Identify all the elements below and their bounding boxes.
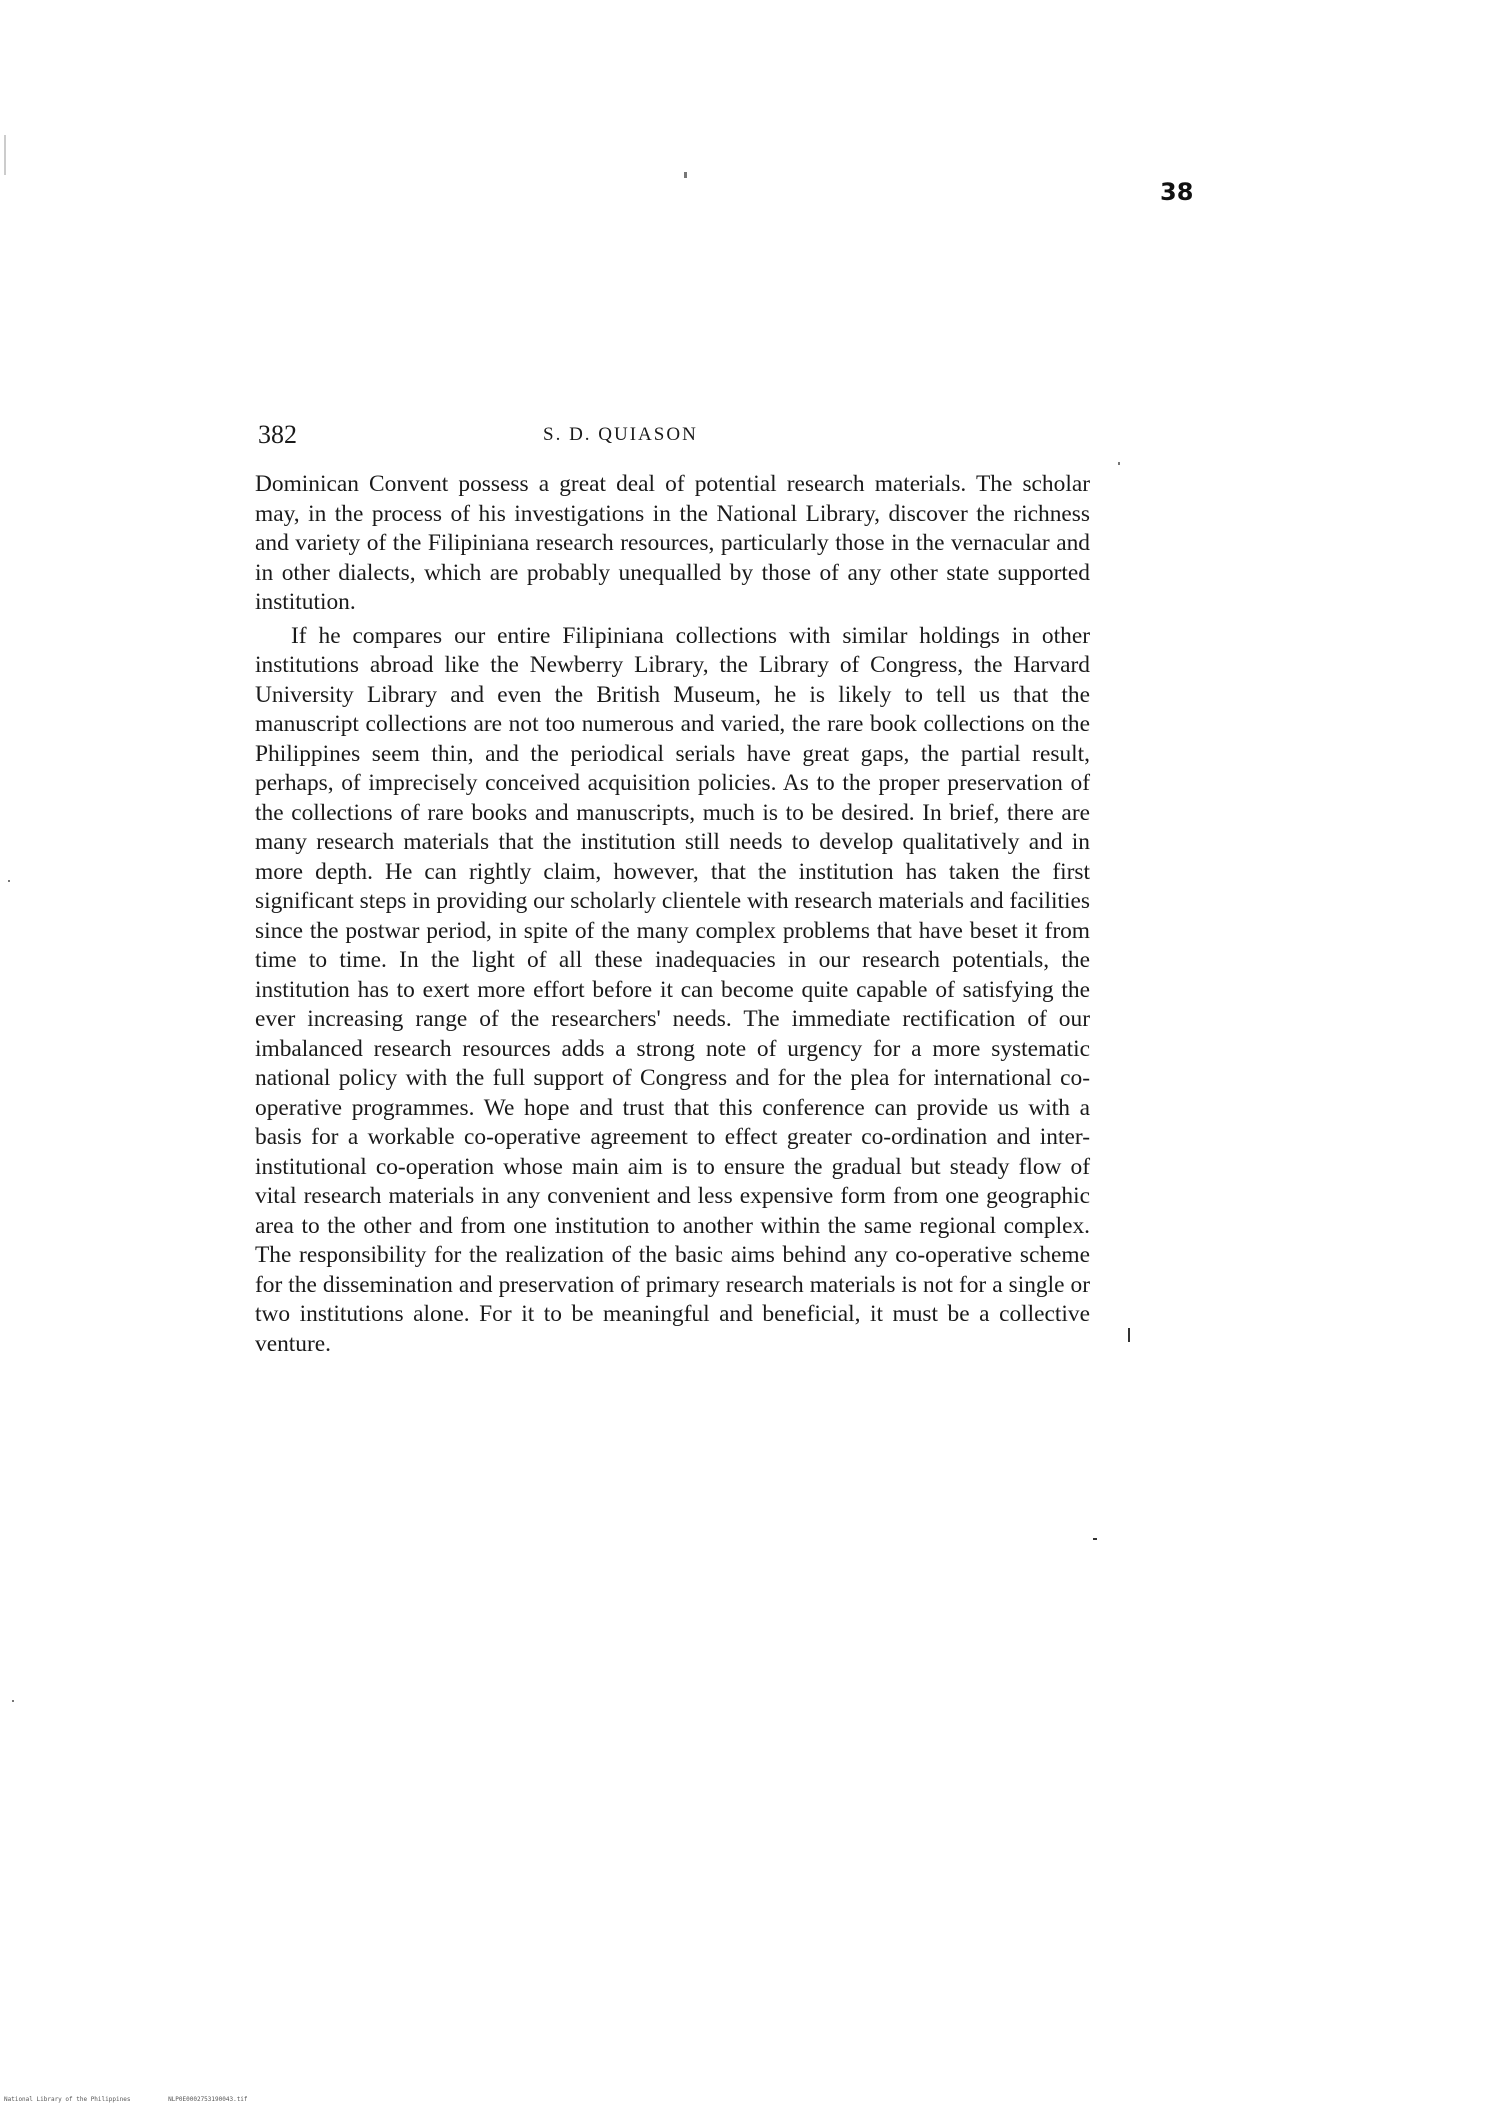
running-head (258, 420, 1088, 460)
sheet-number: 38 (1160, 178, 1194, 206)
body-text (255, 470, 1090, 1359)
scan-speck (1093, 1538, 1097, 1540)
scan-speck (8, 880, 10, 882)
scan-speck (4, 135, 6, 175)
page-number: 382 (258, 420, 297, 449)
author-running-head: S. D. QUIASON (543, 424, 698, 445)
scan-footer (4, 2096, 282, 2103)
scan-speck (1128, 1328, 1130, 1342)
paragraph: If he compares our entire Filipiniana collections with similar holdings in other institutions abroad like the Newberry Library, the Library of Congress, the Harvard University Library and even the British Museum, he is likely to tell us that the manuscript collections are not too numerous and varied, the rare book collections on the Philippines seem thin, and the periodical serials have great gaps, the partial result, perhaps, of imprecisely conceived acquisition policies. As to the proper preservation of the collections of rare books and manuscripts, much is to be desired. In brief, there are many research materials that the institution still needs to develop qualitatively and in more depth. He can rightly claim, however, that the institution has taken the first significant steps in providing our scholarly clientele with research materials and facilities since the postwar period, in spite of the many complex problems that have beset it from time to time. In the light of all these inadequacies in our research potentials, the institution has to exert more effort before it can become quite capable of satisfying the ever increasing range of the researchers' needs. The immediate rectification of our imbalanced research resources adds a strong note of urgency for a more systematic national policy with the full support of Congress and for the plea for international co-operative programmes. We hope and trust that this conference can provide us with a basis for a workable co-operative agreement to effect greater co-ordination and inter-institutional co-operation whose main aim is to ensure the gradual but steady flow of vital research materials in any convenient and less expensive form from one geographic area to the other and from one institution to another within the same regional complex. The responsibility for the realization of the basic aims behind any co-operative scheme for the dissemination and preservation of primary research materials is not for a single or two institutions alone. For it to be meaningful and beneficial, it must be a collective venture. (255, 622, 1090, 1357)
scan-speck (684, 172, 687, 178)
paragraph-continued: Dominican Convent possess a great deal of potential research materials. The scholar may, in the process of his investigations in the National Library, discover the richness and variety of the Filipiniana research resources, particularly those in the vernacular and in other dialects, which are probably unequalled by those of any other state supported institution. (255, 471, 1090, 615)
footer-source: National Library of the Philippines (4, 2096, 131, 2103)
footer-file-id: NLP0E0002753190043.tif (168, 2096, 248, 2103)
scan-speck (1118, 462, 1120, 465)
scan-speck (12, 1700, 14, 1702)
